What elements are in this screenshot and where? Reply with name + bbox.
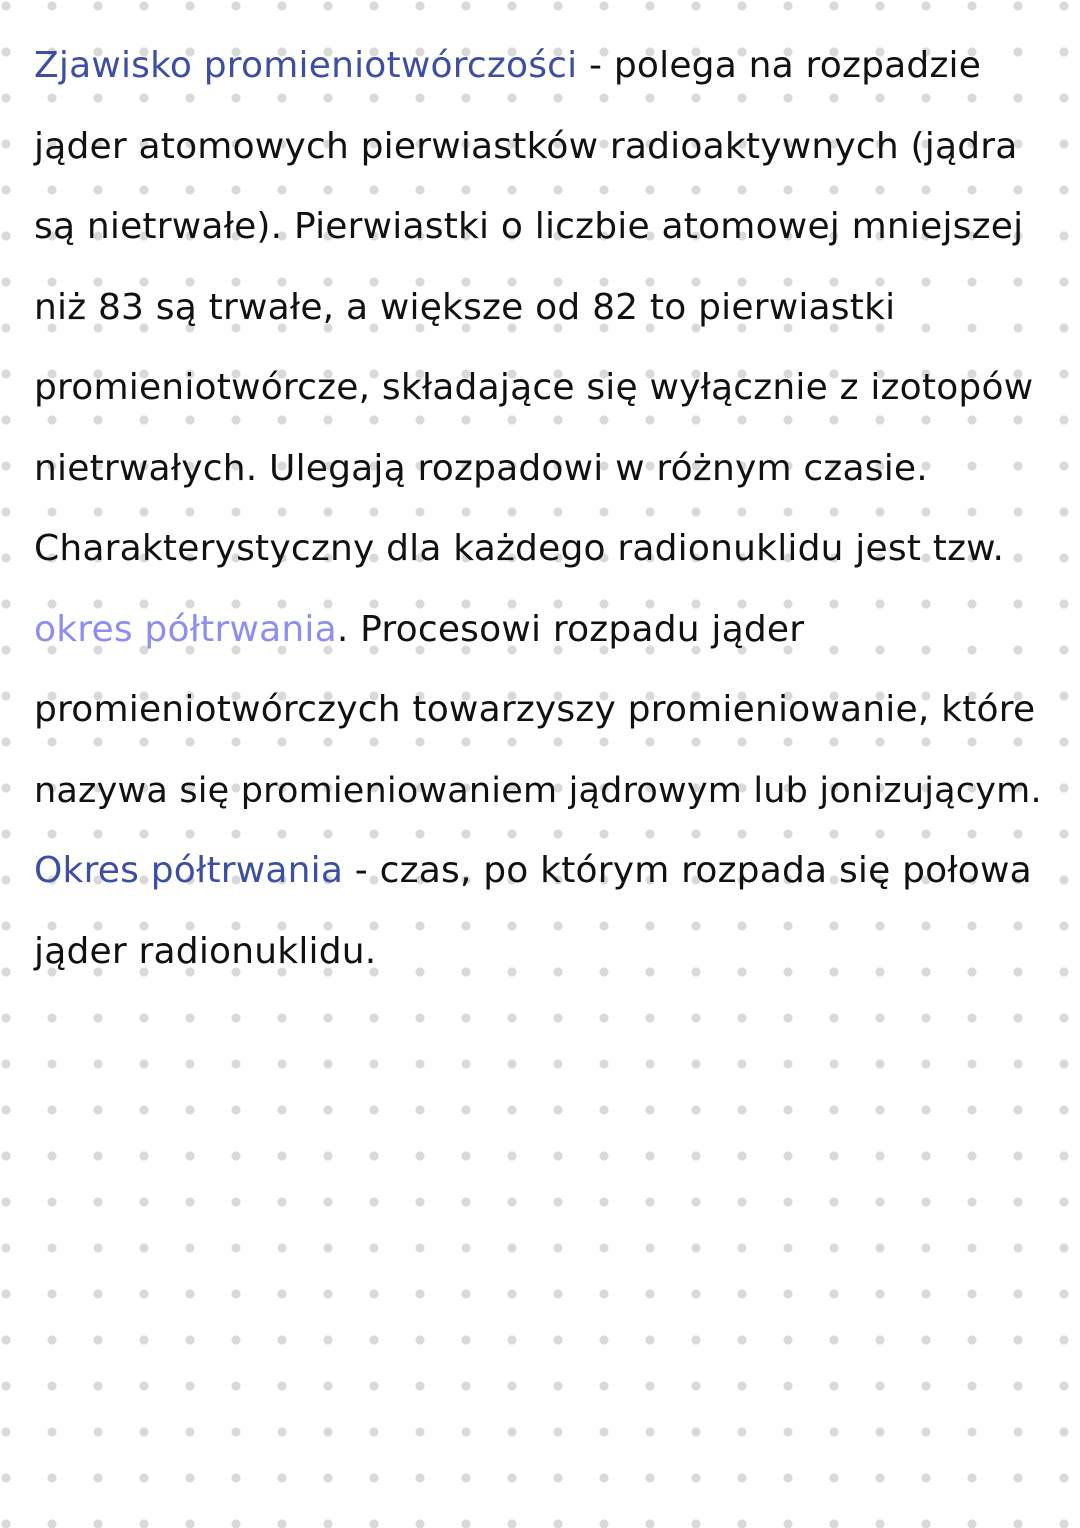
term-half-life-definition: Okres półtrwania xyxy=(34,850,344,891)
note-line-7: Charakterystyczny dla każdego radionuklidu jest tzw. xyxy=(34,528,1005,569)
note-line-9: promieniotwórczych towarzyszy promieniowanie, które xyxy=(34,689,1036,730)
note-line-8 xyxy=(34,600,1044,681)
note-text: . Procesowi rozpadu jąder xyxy=(336,608,805,650)
note-line-5: promieniotwórcze, składające się wyłącznie z izotopów xyxy=(34,367,1034,408)
note-line-2: jąder atomowych pierwiastków radioaktywnych (jądra xyxy=(34,125,1018,167)
note-line-10: nazywa się promieniowaniem jądrowym lub jonizującym. xyxy=(34,770,1042,811)
term-radioactivity: Zjawisko promieniotwórczości xyxy=(34,45,578,86)
term-half-life-inline: okres półtrwania xyxy=(34,608,337,650)
handwritten-note xyxy=(34,36,1044,1002)
note-line-6: nietrwałych. Ulegają rozpadowi w różnym czasie. xyxy=(34,447,928,489)
note-line-1 xyxy=(34,36,1044,117)
note-text: - czas, po którym rozpada się połowa xyxy=(343,850,1032,891)
note-line-11 xyxy=(34,841,1044,922)
note-line-3: są nietrwałe). Pierwiastki o liczbie atomowej mniejszej xyxy=(34,206,1024,247)
note-line-12: jąder radionuklidu. xyxy=(34,930,377,972)
note-text: - polega na rozpadzie xyxy=(577,45,982,86)
note-line-4: niż 83 są trwałe, a większe od 82 to pierwiastki xyxy=(34,286,896,328)
